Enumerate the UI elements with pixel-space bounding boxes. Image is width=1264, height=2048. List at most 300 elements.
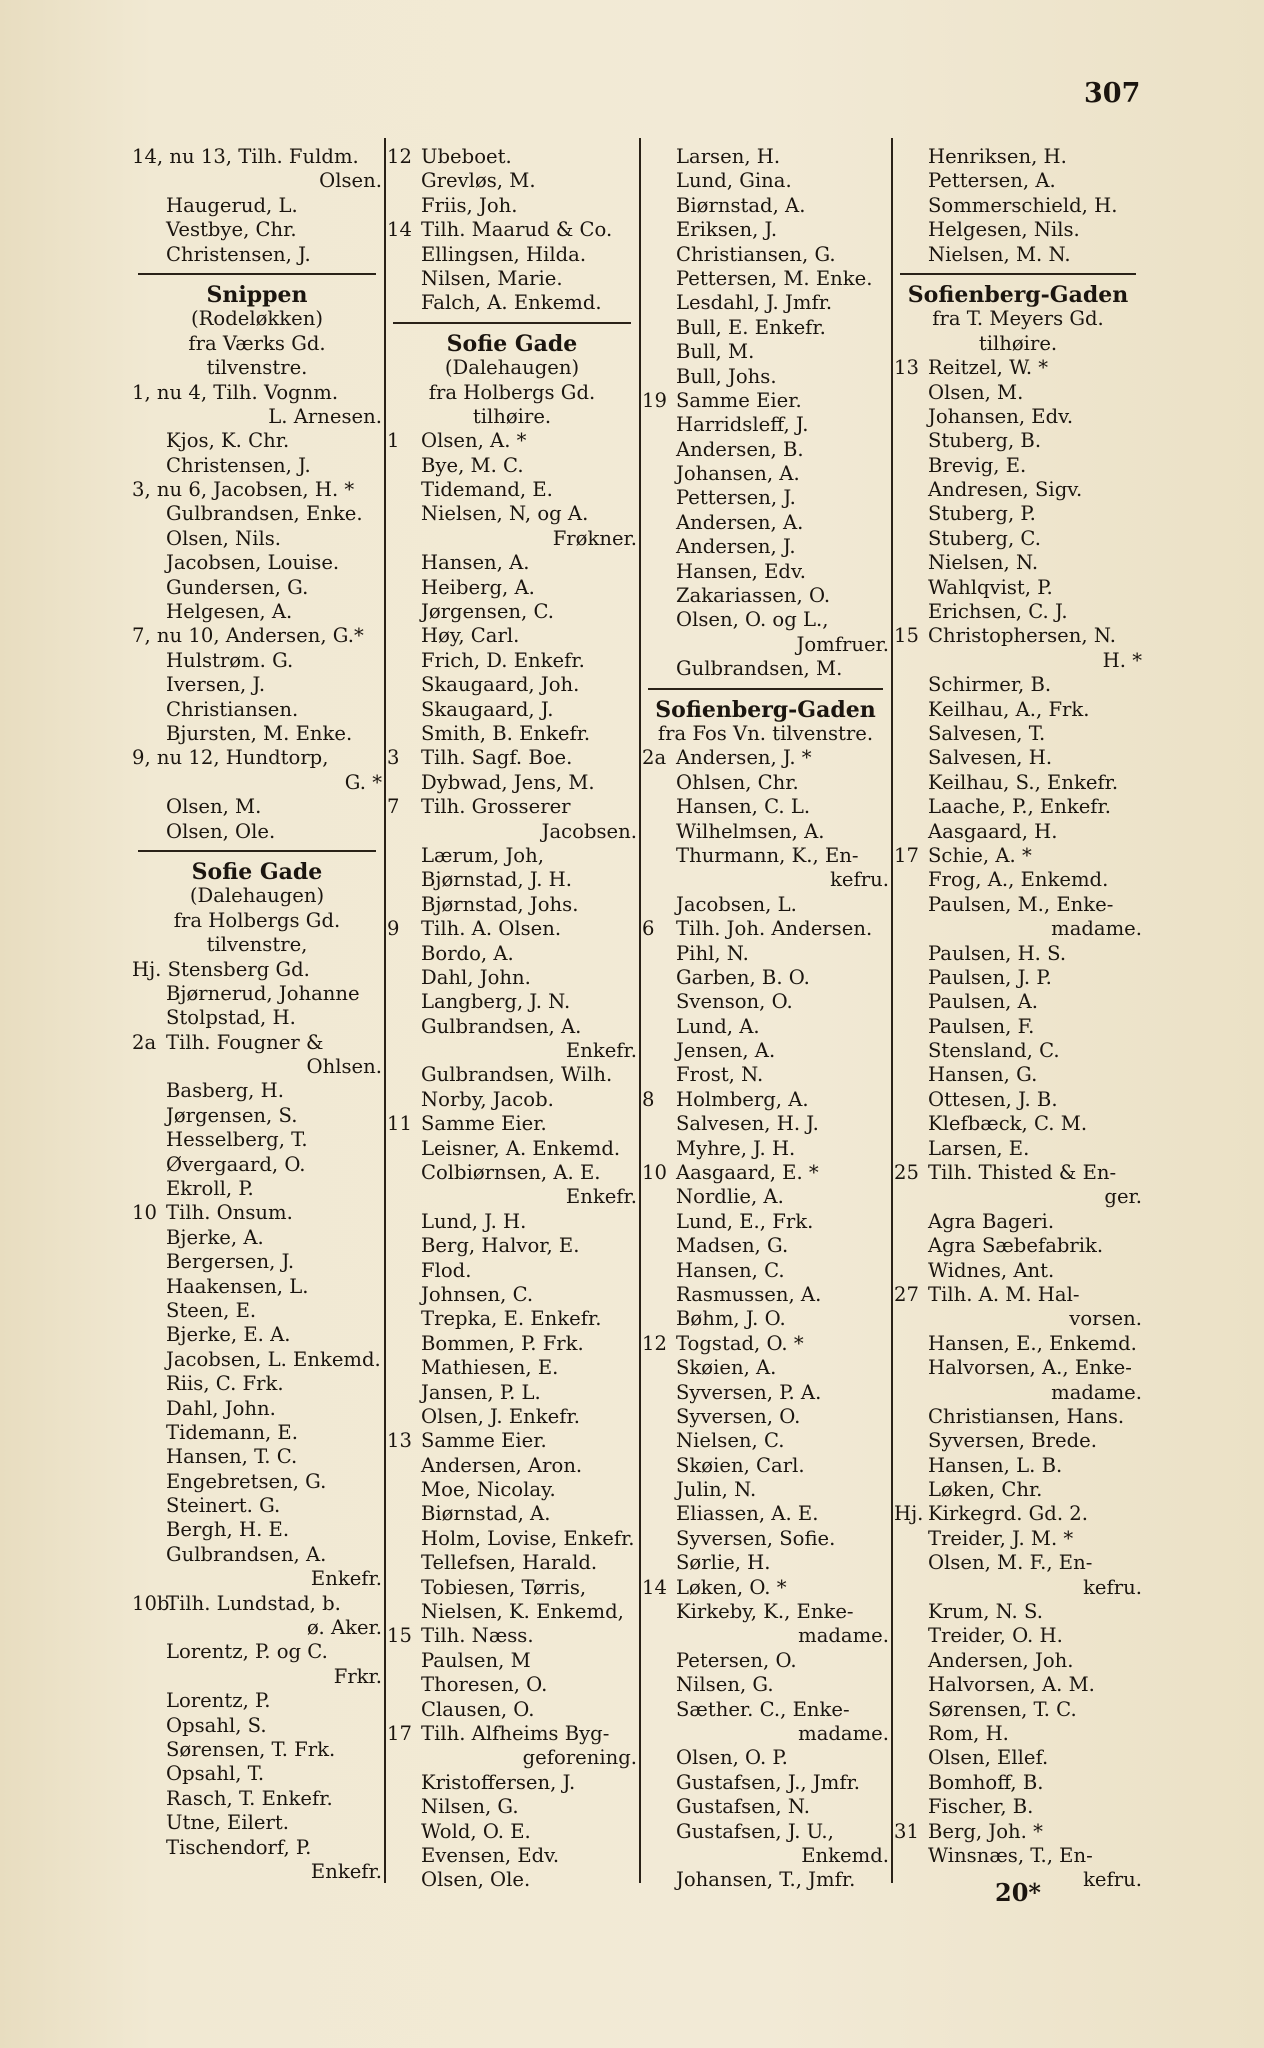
entry-text: Bye, M. C. (421, 453, 524, 477)
entry-text: Aasgaard, H. (928, 819, 1058, 843)
entry-text: Lund, E., Frk. (676, 1209, 814, 1233)
entry-text: Widnes, Ant. (928, 1258, 1055, 1282)
directory-entry (894, 1600, 1142, 1624)
directory-entry (894, 1429, 1142, 1453)
entry-text: Bergh, H. E. (166, 1518, 290, 1542)
directory-entry (894, 1381, 1142, 1405)
directory-entry (894, 844, 1142, 868)
entry-text: Moe, Nicolay. (421, 1478, 556, 1502)
entry-text: (Rodeløkken) (191, 307, 323, 331)
entry-text: Bull, M. (676, 340, 755, 364)
directory-entry (894, 1795, 1142, 1819)
directory-entry (894, 1820, 1142, 1844)
directory-entry (132, 478, 382, 502)
entry-text: Jørgensen, C. (421, 600, 555, 624)
section-rule (648, 688, 883, 690)
entry-text: Pihl, N. (676, 941, 749, 965)
directory-entry (894, 1844, 1142, 1868)
entry-text: Frkr. (333, 1664, 382, 1688)
entry-text: Thurmann, K., En- (676, 843, 859, 867)
entry-text: Basberg, H. (166, 1079, 284, 1103)
entry-text: Biørnstad, A. (676, 193, 806, 217)
entry-text: Jacobsen, Louise. (166, 551, 340, 575)
directory-entry (642, 1210, 889, 1234)
directory-entry (894, 1137, 1142, 1161)
entry-text: ger. (1104, 1185, 1142, 1209)
directory-entry (132, 958, 382, 982)
entry-text: Jansen, P. L. (421, 1380, 541, 1404)
entry-text: Opsahl, S. (166, 1713, 267, 1737)
directory-entry (894, 795, 1142, 819)
directory-entry (387, 1771, 637, 1795)
entry-text: Olsen. (319, 169, 382, 193)
entry-text: Johnsen, C. (421, 1282, 534, 1306)
entry-text: Nielsen, C. (676, 1429, 785, 1453)
entry-text: Sofienberg-Gaden (907, 282, 1129, 308)
directory-entry (387, 243, 637, 267)
entry-text: vorsen. (1069, 1307, 1142, 1331)
directory-entry (387, 1039, 637, 1063)
directory-entry (132, 1714, 382, 1738)
directory-entry (387, 1478, 637, 1502)
directory-entry (387, 356, 637, 380)
directory-entry (132, 1592, 382, 1616)
house-number: 15 (387, 1624, 412, 1648)
directory-entry (387, 1844, 637, 1868)
house-number: 15 (894, 624, 919, 648)
directory-entry (642, 1868, 889, 1892)
directory-entry (132, 1104, 382, 1128)
directory-entry (894, 1502, 1142, 1526)
directory-entry (132, 1055, 382, 1079)
house-number: 25 (894, 1161, 919, 1185)
directory-entry (642, 584, 889, 608)
directory-entry (894, 1673, 1142, 1697)
house-number: 31 (894, 1819, 919, 1843)
entry-text: L. Arnesen. (268, 404, 382, 428)
entry-text: Schie, A. * (928, 843, 1032, 867)
directory-entry (387, 551, 637, 575)
directory-entry (894, 1722, 1142, 1746)
directory-entry (894, 1478, 1142, 1502)
directory-entry (642, 1454, 889, 1478)
entry-text: Keilhau, S., Enkefr. (928, 770, 1119, 794)
directory-entry (387, 990, 637, 1014)
directory-entry (642, 633, 889, 657)
entry-text: Syversen, Sofie. (676, 1526, 836, 1550)
directory-entry (132, 884, 382, 908)
directory-entry (132, 771, 382, 795)
entry-text: Harridsleff, J. (676, 413, 809, 437)
directory-entry (387, 1015, 637, 1039)
directory-entry (642, 1429, 889, 1453)
entry-text: Tobiesen, Tørris, (421, 1575, 587, 1599)
entry-text: Gustafsen, J. U., (676, 1819, 834, 1843)
entry-text: Tilh. A. Olsen. (421, 917, 562, 941)
entry-text: Olsen, A. * (421, 429, 527, 453)
directory-entry (642, 413, 889, 437)
entry-text: Winsnæs, T., En- (928, 1843, 1093, 1867)
directory-entry (387, 893, 637, 917)
directory-entry (642, 194, 889, 218)
directory-entry (894, 381, 1142, 405)
entry-text: Opsahl, T. (166, 1762, 265, 1786)
entry-text: Hansen, C. (676, 1258, 785, 1282)
entry-text: Helgesen, A. (166, 600, 293, 624)
entry-text: Hansen, A. (421, 551, 530, 575)
entry-text: tilvenstre, (206, 933, 308, 957)
house-number: 8 (642, 1087, 655, 1111)
entry-text: Garben, B. O. (676, 965, 810, 989)
entry-text: Lund, J. H. (421, 1209, 527, 1233)
column-4 (894, 145, 1142, 1893)
directory-entry (894, 405, 1142, 429)
entry-text: Keilhau, A., Frk. (928, 697, 1090, 721)
house-number: Hj. (894, 1502, 924, 1526)
entry-text: Andersen, J. * (676, 746, 812, 770)
directory-entry (132, 746, 382, 770)
entry-text: Grevløs, M. (421, 169, 536, 193)
entry-text: Andersen, A. (676, 510, 804, 534)
directory-entry (132, 1153, 382, 1177)
entry-text: Colbiørnsen, A. E. (421, 1161, 601, 1185)
directory-entry (894, 243, 1142, 267)
directory-entry (642, 462, 889, 486)
directory-entry (642, 1844, 889, 1868)
directory-entry (387, 502, 637, 526)
directory-entry (894, 1698, 1142, 1722)
entry-text: Pettersen, M. Enke. (676, 266, 873, 290)
directory-entry (894, 218, 1142, 242)
directory-entry (642, 917, 889, 941)
entry-text: Nordlie, A. (676, 1185, 784, 1209)
entry-text: Tilh. Grosserer (421, 795, 571, 819)
directory-entry (132, 1787, 382, 1811)
directory-entry (642, 145, 889, 169)
entry-text: Frich, D. Enkefr. (421, 648, 585, 672)
directory-entry (642, 608, 889, 632)
entry-text: Stuberg, B. (928, 429, 1042, 453)
entry-text: Gulbrandsen, Enke. (166, 502, 363, 526)
house-number: 13 (894, 356, 919, 380)
entry-text: Stuberg, C. (928, 526, 1041, 550)
directory-entry (894, 1576, 1142, 1600)
entry-text: Paulsen, M (421, 1648, 531, 1672)
entry-text: Hj. Stensberg Gd. (132, 957, 310, 981)
entry-text: Tilh. Lundstad, b. (166, 1591, 341, 1615)
entry-text: Olsen, O. og L., (676, 608, 829, 632)
directory-entry (894, 1283, 1142, 1307)
entry-text: Clausen, O. (421, 1697, 535, 1721)
directory-entry (894, 1112, 1142, 1136)
directory-entry (387, 966, 637, 990)
directory-entry (387, 1112, 637, 1136)
entry-text: Andresen, Sigv. (928, 478, 1083, 502)
entry-text: H. * (1102, 648, 1142, 672)
directory-entry (132, 1543, 382, 1567)
directory-entry (132, 429, 382, 453)
directory-entry (642, 1234, 889, 1258)
directory-entry (387, 1649, 637, 1673)
directory-entry (387, 145, 637, 169)
entry-text: Syversen, O. (676, 1404, 801, 1428)
directory-entry (132, 243, 382, 267)
entry-text: Olsen, Ole. (421, 1868, 531, 1892)
directory-entry (642, 365, 889, 389)
entry-text: madame. (1051, 1380, 1142, 1404)
entry-text: Nilsen, G. (676, 1673, 774, 1697)
directory-entry (387, 1234, 637, 1258)
entry-text: Agra Bageri. (928, 1209, 1055, 1233)
entry-text: G. * (344, 770, 382, 794)
entry-text: Ohlsen, Chr. (676, 770, 799, 794)
entry-text: Schirmer, B. (928, 673, 1052, 697)
directory-entry (894, 624, 1142, 648)
entry-text: Utne, Eilert. (166, 1811, 289, 1835)
entry-text: Sofie Gade (446, 331, 578, 357)
directory-entry (894, 868, 1142, 892)
directory-entry (132, 1226, 382, 1250)
directory-entry (387, 1698, 637, 1722)
entry-text: Frog, A., Enkemd. (928, 868, 1109, 892)
entry-text: Berg, Joh. * (928, 1819, 1043, 1843)
entry-text: Nilsen, Marie. (421, 266, 563, 290)
entry-text: Bjerke, A. (166, 1225, 264, 1249)
entry-text: Tilh. Maarud & Co. (421, 218, 613, 242)
directory-entry (642, 844, 889, 868)
directory-entry (894, 746, 1142, 770)
directory-entry (132, 551, 382, 575)
directory-entry (387, 381, 637, 405)
street-heading (642, 698, 889, 722)
directory-entry (387, 1283, 637, 1307)
directory-entry (642, 1356, 889, 1380)
entry-text: Vestbye, Chr. (166, 218, 297, 242)
directory-entry (642, 218, 889, 242)
directory-entry (642, 291, 889, 315)
entry-text: Helgesen, Nils. (928, 218, 1080, 242)
directory-entry (894, 1161, 1142, 1185)
directory-entry (642, 820, 889, 844)
directory-entry (132, 1616, 382, 1640)
directory-entry (642, 1307, 889, 1331)
street-heading (132, 860, 382, 884)
directory-entry (132, 145, 382, 169)
entry-text: Smith, B. Enkefr. (421, 721, 591, 745)
entry-text: Riis, C. Frk. (166, 1372, 284, 1396)
directory-entry (894, 527, 1142, 551)
entry-text: Engebretsen, G. (166, 1469, 327, 1493)
directory-entry (642, 169, 889, 193)
directory-entry (642, 340, 889, 364)
directory-entry (132, 722, 382, 746)
entry-text: Tilh. Sagf. Boe. (421, 746, 573, 770)
directory-entry (894, 1551, 1142, 1575)
directory-entry (894, 893, 1142, 917)
entry-text: Heiberg, A. (421, 575, 535, 599)
entry-text: Nielsen, M. N. (928, 242, 1071, 266)
directory-entry (894, 1356, 1142, 1380)
entry-text: 7, nu 10, Andersen, G.* (132, 624, 364, 648)
directory-entry (132, 527, 382, 551)
entry-text: Wilhelmsen, A. (676, 819, 825, 843)
entry-text: Johansen, A. (676, 462, 800, 486)
directory-entry (387, 795, 637, 819)
directory-entry (132, 1079, 382, 1103)
entry-text: Nielsen, K. Enkemd, (421, 1600, 624, 1624)
entry-text: Gulbrandsen, A. (166, 1542, 327, 1566)
entry-text: Bull, Johs. (676, 364, 777, 388)
entry-text: Sommerschield, H. (928, 193, 1118, 217)
directory-entry (642, 535, 889, 559)
entry-text: 9, nu 12, Hundtorp, (132, 746, 329, 770)
directory-entry (642, 1771, 889, 1795)
directory-entry (387, 527, 637, 551)
entry-text: Nilsen, G. (421, 1795, 519, 1819)
directory-entry (894, 1039, 1142, 1063)
entry-text: Lorentz, P. og C. (166, 1640, 328, 1664)
entry-text: fra Fos Vn. tilvenstre. (657, 721, 874, 745)
directory-entry (132, 795, 382, 819)
entry-text: Samme Eier. (421, 1112, 547, 1136)
entry-text: Berg, Halvor, E. (421, 1234, 580, 1258)
entry-text: Rasch, T. Enkefr. (166, 1786, 333, 1810)
directory-entry (387, 169, 637, 193)
directory-entry (132, 1860, 382, 1884)
entry-text: Petersen, O. (676, 1648, 797, 1672)
house-number: 14 (642, 1575, 667, 1599)
entry-text: Christiansen. (166, 697, 299, 721)
entry-text: Paulsen, A. (928, 990, 1038, 1014)
directory-entry (387, 649, 637, 673)
entry-text: (Dalehaugen) (189, 884, 325, 908)
section-rule (138, 273, 376, 275)
directory-entry (132, 1201, 382, 1225)
directory-entry (132, 673, 382, 697)
entry-text: Dahl, John. (166, 1396, 276, 1420)
directory-entry (132, 820, 382, 844)
entry-text: Eriksen, J. (676, 218, 778, 242)
section-rule (138, 850, 376, 852)
entry-text: Bjursten, M. Enke. (166, 721, 353, 745)
directory-entry (894, 673, 1142, 697)
directory-entry (642, 1088, 889, 1112)
entry-text: Evensen, Edv. (421, 1843, 560, 1867)
directory-entry (642, 657, 889, 681)
house-number: 2a (642, 746, 667, 770)
house-number: 13 (387, 1429, 412, 1453)
directory-entry (132, 1665, 382, 1689)
directory-entry (132, 1494, 382, 1518)
directory-entry (642, 966, 889, 990)
entry-text: Enkefr. (310, 1859, 382, 1883)
directory-entry (894, 1088, 1142, 1112)
entry-text: Hansen, E., Enkemd. (928, 1331, 1137, 1355)
entry-text: Andersen, J. (676, 535, 796, 559)
directory-entry (894, 1307, 1142, 1331)
entry-text: Larsen, E. (928, 1136, 1030, 1160)
entry-text: Kirkeby, K., Enke- (676, 1600, 854, 1624)
house-number: 17 (894, 843, 919, 867)
entry-text: Hulstrøm. G. (166, 648, 294, 672)
entry-text: Tilh. Næss. (421, 1624, 534, 1648)
entry-text: (Dalehaugen) (444, 356, 580, 380)
directory-entry (642, 389, 889, 413)
directory-entry (642, 990, 889, 1014)
entry-text: Sofie Gade (191, 859, 323, 885)
directory-entry (132, 1006, 382, 1030)
directory-entry (642, 1478, 889, 1502)
directory-entry (132, 405, 382, 429)
directory-entry (642, 1673, 889, 1697)
entry-text: Jacobsen, L. (676, 892, 797, 916)
entry-text: Løken, Chr. (928, 1478, 1043, 1502)
entry-text: Nielsen, N. (928, 551, 1039, 575)
entry-text: Tilh. Thisted & En- (928, 1161, 1117, 1185)
entry-text: Christensen, J. (166, 453, 311, 477)
entry-text: Wahlqvist, P. (928, 575, 1053, 599)
directory-entry (132, 909, 382, 933)
entry-text: Halvorsen, A. M. (928, 1673, 1095, 1697)
entry-text: Pettersen, J. (676, 486, 796, 510)
directory-entry (387, 942, 637, 966)
directory-entry (387, 1795, 637, 1819)
directory-entry (387, 1429, 637, 1453)
entry-text: Samme Eier. (676, 388, 802, 412)
column-1 (132, 145, 382, 1884)
directory-entry (642, 316, 889, 340)
directory-entry (642, 1039, 889, 1063)
house-number: 10 (642, 1161, 667, 1185)
directory-entry (132, 1421, 382, 1445)
entry-text: Salvesen, H. J. (676, 1112, 819, 1136)
directory-entry (894, 1332, 1142, 1356)
entry-text: Gundersen, G. (166, 575, 309, 599)
entry-text: Ellingsen, Hilda. (421, 242, 587, 266)
directory-entry (387, 1600, 637, 1624)
directory-entry (387, 218, 637, 242)
directory-entry (642, 1820, 889, 1844)
directory-entry (642, 868, 889, 892)
house-number: 7 (387, 795, 400, 819)
entry-text: Hesselberg, T. (166, 1128, 308, 1152)
entry-text: Olsen, M. (928, 380, 1024, 404)
entry-text: Jacobsen. (541, 819, 637, 843)
entry-text: Olsen, M. F., En- (928, 1551, 1093, 1575)
directory-entry (387, 1673, 637, 1697)
entry-text: Gulbrandsen, Wilh. (421, 1063, 613, 1087)
directory-entry (894, 1210, 1142, 1234)
directory-entry (642, 771, 889, 795)
directory-entry (642, 511, 889, 535)
directory-entry (642, 942, 889, 966)
entry-text: madame. (1051, 917, 1142, 941)
entry-text: Fischer, B. (928, 1795, 1034, 1819)
directory-entry (642, 893, 889, 917)
entry-text: Langberg, J. N. (421, 990, 571, 1014)
directory-entry (387, 1502, 637, 1526)
entry-text: Christiansen, G. (676, 242, 836, 266)
directory-entry (132, 1836, 382, 1860)
directory-entry (387, 1137, 637, 1161)
directory-entry (132, 1762, 382, 1786)
directory-entry (642, 560, 889, 584)
directory-entry (894, 429, 1142, 453)
directory-entry (894, 722, 1142, 746)
directory-entry (642, 1381, 889, 1405)
entry-text: Olsen, Ole. (166, 819, 276, 843)
entry-text: tilhøire. (472, 404, 552, 428)
